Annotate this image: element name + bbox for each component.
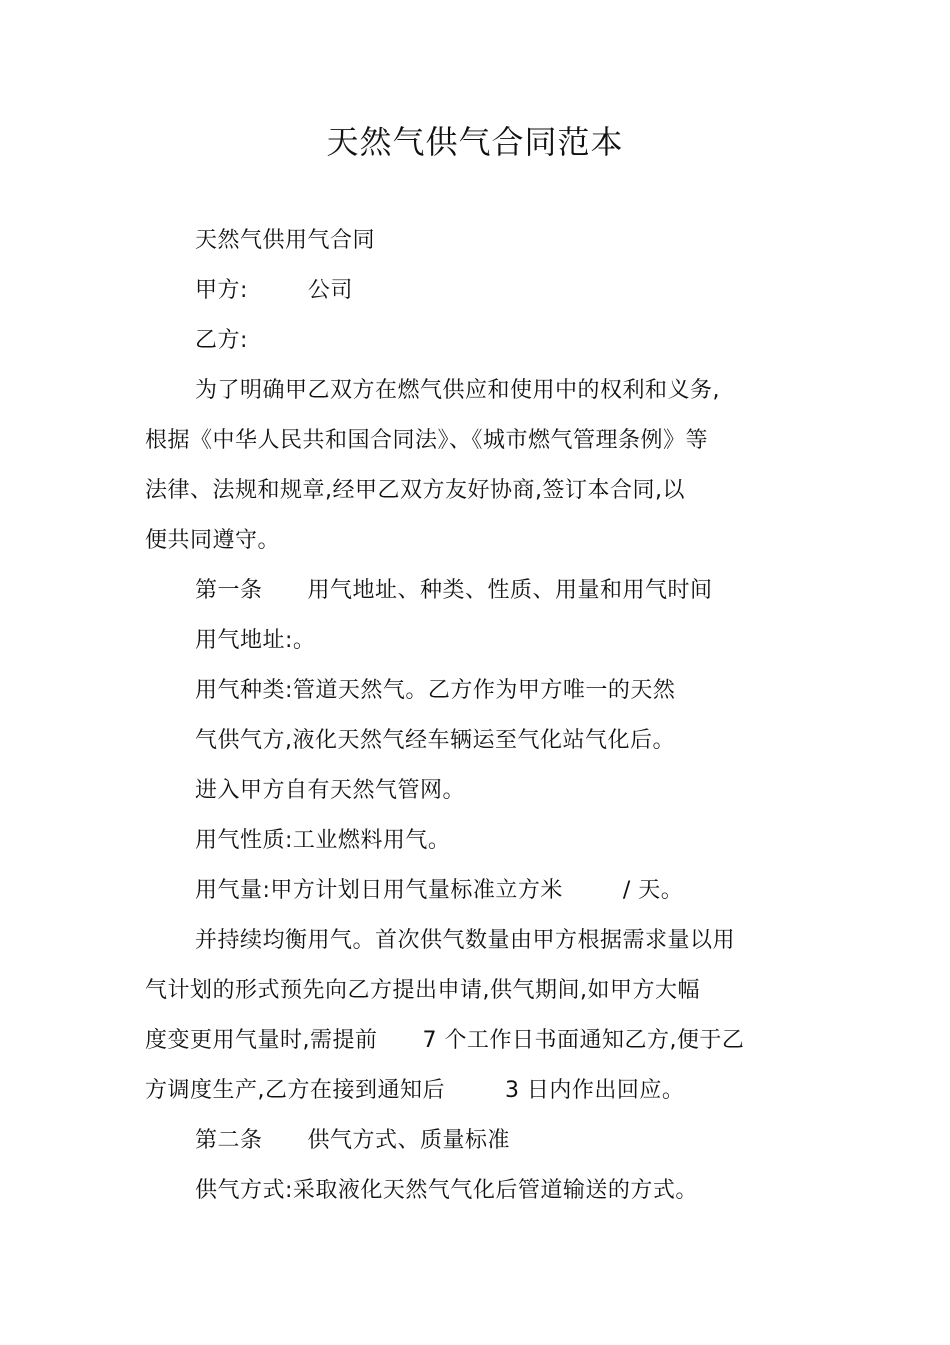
paragraph-line: 气计划的形式预先向乙方提出申请,供气期间,如甲方大幅 xyxy=(145,978,700,1003)
party-b-line: 乙方: xyxy=(195,328,248,353)
paragraph-line: 用气地址:。 xyxy=(195,628,316,653)
paragraph-line: 用气量:甲方计划日用气量标准立方米 / 天。 xyxy=(195,878,684,903)
paragraph-line: 并持续均衡用气。首次供气数量由甲方根据需求量以用 xyxy=(195,928,736,953)
paragraph-line: 用气性质:工业燃料用气。 xyxy=(195,828,451,853)
paragraph-line: 法律、法规和规章,经甲乙双方友好协商,签订本合同,以 xyxy=(145,478,685,503)
paragraph-line: 用气种类:管道天然气。乙方作为甲方唯一的天然 xyxy=(195,678,676,703)
party-a-line: 甲方: 公司 xyxy=(195,278,353,303)
paragraph-line: 根据《中华人民共和国合同法》、《城市燃气管理条例》等 xyxy=(145,428,709,453)
paragraph-line: 为了明确甲乙双方在燃气供应和使用中的权利和义务, xyxy=(195,378,720,403)
paragraph-line: 便共同遵守。 xyxy=(145,528,281,553)
paragraph-line: 进入甲方自有天然气管网。 xyxy=(195,778,466,803)
article-heading: 第一条 用气地址、种类、性质、用量和用气时间 xyxy=(195,578,713,603)
document-title: 天然气供气合同范本 xyxy=(326,123,624,161)
paragraph-line: 方调度生产,乙方在接到通知后 3 日内作出回应。 xyxy=(145,1078,685,1103)
contract-name: 天然气供用气合同 xyxy=(195,228,376,253)
paragraph-line: 气供气方,液化天然气经车辆运至气化站气化后。 xyxy=(195,728,675,753)
paragraph-line: 度变更用气量时,需提前 7 个工作日书面通知乙方,便于乙 xyxy=(145,1028,745,1053)
paragraph-line: 供气方式:采取液化天然气气化后管道输送的方式。 xyxy=(195,1178,698,1203)
article-heading: 第二条 供气方式、质量标准 xyxy=(195,1128,510,1153)
